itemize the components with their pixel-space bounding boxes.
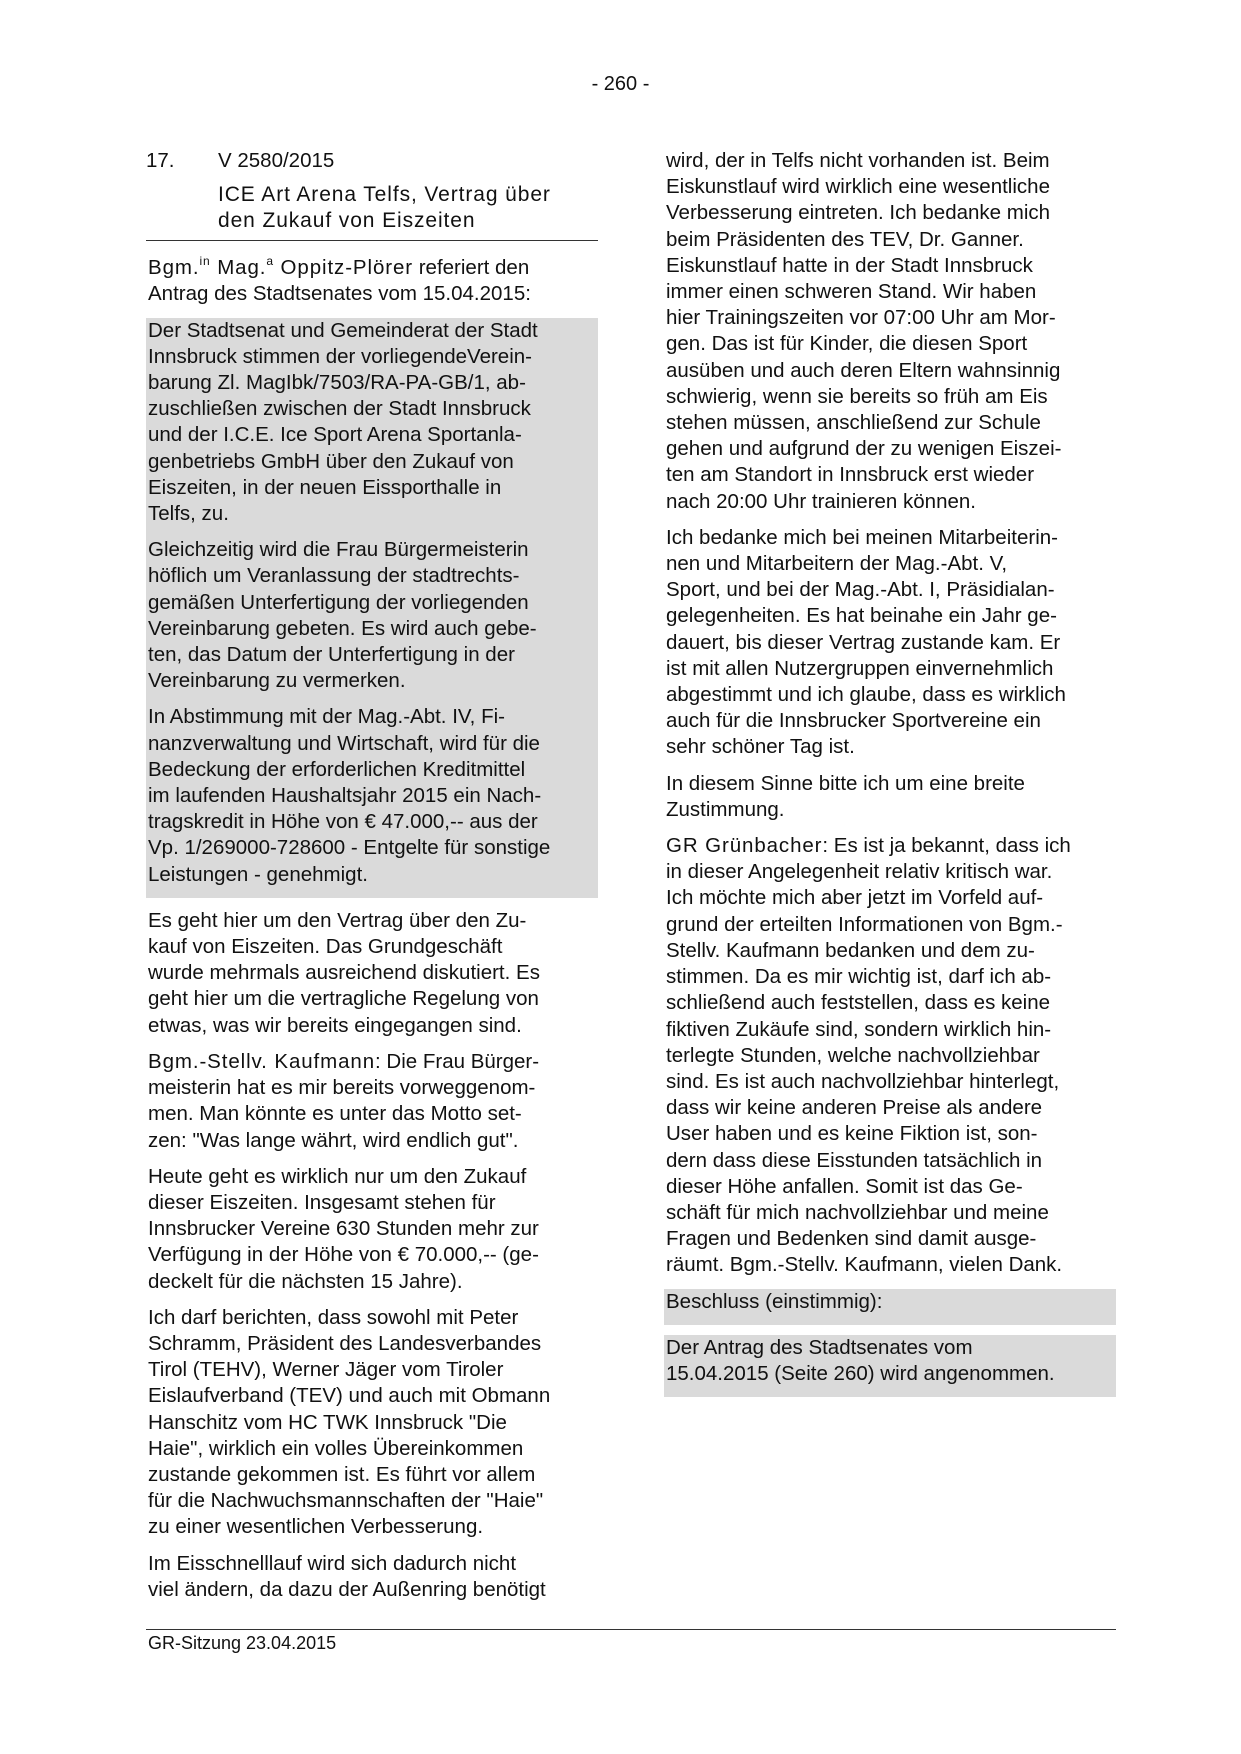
speech-paragraph: GR Grünbacher: Es ist ja bekannt, dass ich in dieser Angelegenheit relativ kritisch war. Ich möchte mich aber jetzt im Vorfeld auf- grund der erteilten Informationen von Bgm.- Stellv. Kaufmann bedanken und dem zu- stimmen. Da es mir wichtig ist, darf ich ab- schließend auch feststellen, dass es keine fiktiven Zukäufe sind, sondern wirklich hin- terlegte Stunden, welche nachvollziehbar sind. Es ist auch nachvollziehbar hinterlegt, dass wir keine anderen Preise als andere User haben und es keine Fiktion ist, son- dern dass diese Eisstunden tatsächlich in dieser Höhe anfallen. Somit ist das Ge- schäft für mich nachvollziehbar und meine Fragen und Bedenken sind damit ausge- räumt. Bgm.-Stellv. Kaufmann, vielen Dank.	[666, 834, 1071, 1277]
speech-paragraph: Bgm.-Stellv. Kaufmann: Die Frau Bürger- meisterin hat es mir bereits vorweggenom- men. Man könnte es unter das Motto set- zen: "Was lange währt, wird endlich gut".	[148, 1049, 540, 1152]
resolution-label: Beschluss (einstimmig):	[664, 1289, 1116, 1325]
footer: GR-Sitzung 23.04.2015	[148, 1633, 337, 1653]
body-paragraph: In diesem Sinne bitte ich um eine breite Zustimmung.	[666, 771, 1025, 821]
motion-paragraph: Der Stadtsenat und Gemeinderat der Stadt Innsbruck stimmen der vorliegendeVerein- barung Zl. MagIbk/7503/RA-PA-GB/1, ab- zuschließen zwischen der Stadt Innsbruck und der I.C.E. Ice Sport Arena Sportanla- genbetriebs GmbH über den Zukauf von Eiszeiten, in der neuen Eissporthalle in Telfs, zu.	[146, 318, 598, 538]
item-title-line: ICE Art Arena Telfs, Vertrag über	[218, 183, 551, 207]
motion-paragraph: In Abstimmung mit der Mag.-Abt. IV, Fi- nanzverwaltung und Wirtschaft, wird für die Bedeckung der erforderlichen Kreditmittel im laufenden Haushaltsjahr 2015 ein Nach- tragskredit in Höhe von € 47.000,-- aus der Vp. 1/269000-728600 - Entgelte für sonstige Leistungen - genehmigt.	[146, 704, 598, 897]
right-column	[664, 148, 1116, 1407]
body-paragraph: Heute geht es wirklich nur um den Zukauf dieser Eiszeiten. Insgesamt stehen für Innsbrucker Vereine 630 Stunden mehr zur Verfügung in der Höhe von € 70.000,-- (ge- deckelt für die nächsten 15 Jahre).	[148, 1164, 539, 1293]
footer-divider	[146, 1629, 1116, 1630]
item-header	[146, 148, 598, 174]
body-paragraph: Ich bedanke mich bei meinen Mitarbeiterin- nen und Mitarbeitern der Mag.-Abt. V, Sport, und bei der Mag.-Abt. I, Präsidialan- gelegenheiten. Es hat beinahe ein Jahr ge- dauert, bis dieser Vertrag zustande kam. Er ist mit allen Nutzergruppen einvernehmlich abgestimmt und ich glaube, dass es wirklich auch für die Innsbrucker Sportvereine ein sehr schöner Tag ist.	[666, 525, 1066, 759]
body-paragraph: Im Eisschnelllauf wird sich dadurch nicht viel ändern, da dazu der Außenring benötigt	[148, 1551, 546, 1601]
body-paragraph: Es geht hier um den Vertrag über den Zu- kauf von Eiszeiten. Das Grundgeschäft wurde mehrmals ausreichend diskutiert. Es geht hier um die vertragliche Regelung von etwas, was wir bereits eingegangen sind.	[148, 908, 540, 1037]
speaker-name: Bgm.-Stellv. Kaufmann	[148, 1049, 376, 1073]
left-column	[146, 148, 598, 1613]
item-title	[146, 182, 598, 234]
item-reference: V 2580/2015	[218, 149, 335, 172]
motion-paragraph: Gleichzeitig wird die Frau Bürgermeisterin höflich um Veranlassung der stadtrechts- gemäßen Unterfertigung der vorliegenden Vereinbarung gebeten. Es wird auch gebe- ten, das Datum der Unterfertigung in der Vereinbarung zu vermerken.	[146, 537, 598, 704]
intro-paragraph: Bgm.$^{in}$ Mag.$^a$ Oppitz-Plörer referiert den Antrag des Stadtsenates vom 15.04.2015:	[148, 254, 531, 306]
resolution-text: Der Antrag des Stadtsenates vom 15.04.2015 (Seite 260) wird angenommen.	[664, 1335, 1116, 1397]
item-number: 17.	[146, 149, 175, 172]
item-divider	[146, 240, 598, 241]
item-title-line: den Zukauf von Eiszeiten	[218, 209, 476, 233]
speaker-name: Bgm.$^{in}$ Mag.$^a$ Oppitz-Plörer	[148, 254, 414, 280]
speaker-name: GR Grünbacher	[666, 834, 823, 858]
body-paragraph: wird, der in Telfs nicht vorhanden ist. Beim Eiskunstlauf wird wirklich eine wesentliche Verbesserung eintreten. Ich bedanke mich beim Präsidenten des TEV, Dr. Ganner. Eiskunstlauf hatte in der Stadt Innsbruck immer einen schweren Stand. Wir haben hier Trainingszeiten vor 07:00 Uhr am Mor- gen. Das ist für Kinder, die diesen Sport ausüben und auch deren Eltern wahnsinnig schwierig, wenn sie bereits so früh am Eis stehen müssen, anschließend zur Schule gehen und aufgrund der zu wenigen Eiszei- ten am Standort in Innsbruck erst wieder nach 20:00 Uhr trainieren können.	[666, 149, 1062, 513]
body-paragraph: Ich darf berichten, dass sowohl mit Peter Schramm, Präsident des Landesverbandes Tirol (TEHV), Werner Jäger vom Tiroler Eislaufverband (TEV) und auch mit Obmann Hanschitz vom HC TWK Innsbruck "Die Haie", wirklich ein volles Übereinkommen zustande gekommen ist. Es führt vor allem für die Nachwuchsmannschaften der "Haie" zu einer wesentlichen Verbesserung.	[148, 1305, 551, 1539]
page-number: - 260 -	[591, 73, 650, 95]
